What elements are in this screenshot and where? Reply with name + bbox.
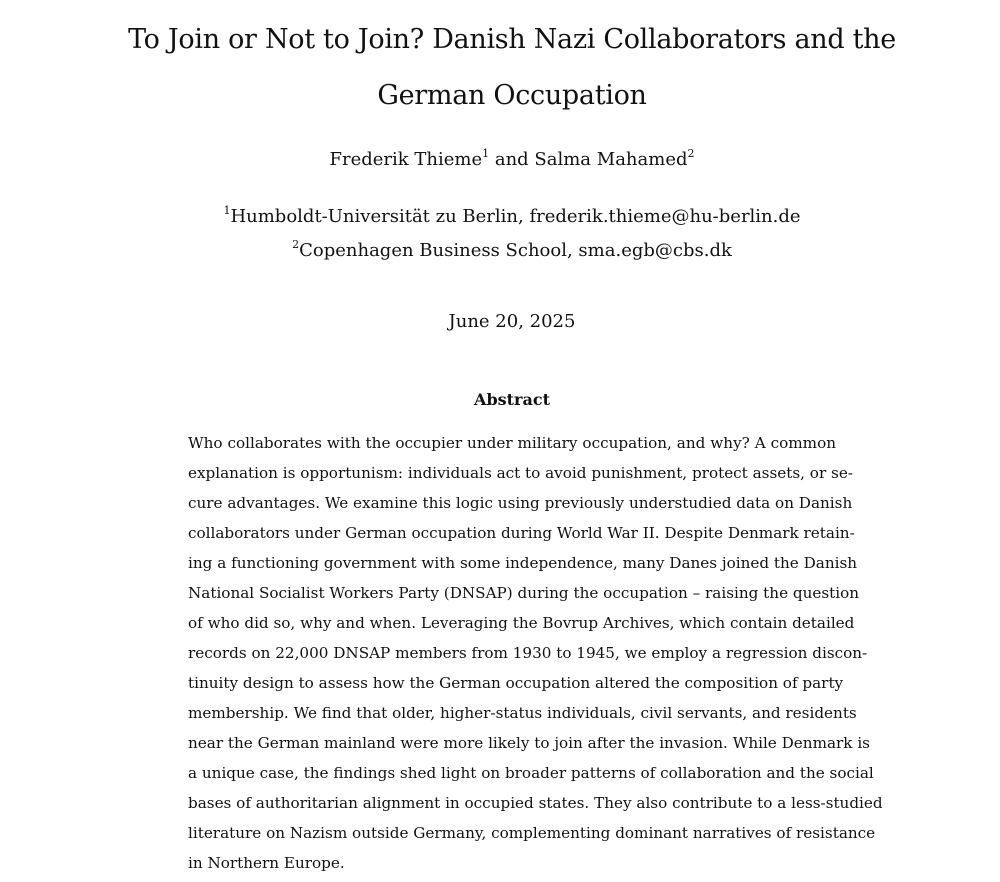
abstract-heading: Abstract	[474, 390, 550, 409]
abstract-body	[188, 428, 883, 878]
affiliation-text: Humboldt-Universität zu Berlin, frederik.thieme@hu-berlin.de	[230, 206, 801, 227]
abstract-line: membership. We find that older, higher-status individuals, civil servants, and residents	[188, 704, 857, 722]
abstract-line: National Socialist Workers Party (DNSAP) during the occupation – raising the question	[188, 584, 860, 602]
author-affiliation-mark: 1	[482, 147, 490, 160]
abstract-line: of who did so, why and when. Leveraging the Bovrup Archives, which contain detailed	[188, 614, 855, 632]
affiliation-text: Copenhagen Business School, sma.egb@cbs.dk	[299, 240, 732, 261]
title-line-1: To Join or Not to Join? Danish Nazi Collaborators and the	[128, 24, 896, 55]
affiliation-mark: 2	[292, 238, 300, 251]
paper-title	[100, 12, 924, 124]
abstract-line: literature on Nazism outside Germany, complementing dominant narratives of resistance	[188, 824, 876, 842]
author-name: Frederik Thieme	[329, 149, 483, 170]
abstract-line: records on 22,000 DNSAP members from 1930 to 1945, we employ a regression discon-	[188, 644, 868, 662]
abstract-line: collaborators under German occupation during World War II. Despite Denmark retain-	[188, 524, 855, 542]
abstract-line: Who collaborates with the occupier under military occupation, and why? A common	[188, 434, 836, 452]
abstract-line: in Northern Europe.	[188, 854, 345, 872]
title-line-2: German Occupation	[377, 80, 647, 111]
affiliation	[0, 200, 1000, 234]
affiliation-list	[0, 200, 1000, 268]
abstract-line: a unique case, the findings shed light on broader patterns of collaboration and the social	[188, 764, 874, 782]
affiliation-mark: 1	[223, 204, 231, 217]
author-name: Salma Mahamed	[534, 149, 688, 170]
abstract-line: near the German mainland were more likely to join after the invasion. While Denmark is	[188, 734, 870, 752]
abstract-line: tinuity design to assess how the German occupation altered the composition of party	[188, 674, 844, 692]
author-list	[0, 146, 1000, 174]
abstract-line: ing a functioning government with some independence, many Danes joined the Danish	[188, 554, 858, 572]
abstract-line: cure advantages. We examine this logic using previously understudied data on Danish	[188, 494, 853, 512]
abstract-line: explanation is opportunism: individuals act to avoid punishment, protect assets, or se-	[188, 464, 853, 482]
affiliation	[0, 234, 1000, 268]
abstract-line: bases of authoritarian alignment in occupied states. They also contribute to a less-studied	[188, 794, 883, 812]
author-separator: and	[489, 149, 535, 170]
author-affiliation-mark: 2	[687, 147, 695, 160]
publication-date: June 20, 2025	[448, 311, 576, 332]
